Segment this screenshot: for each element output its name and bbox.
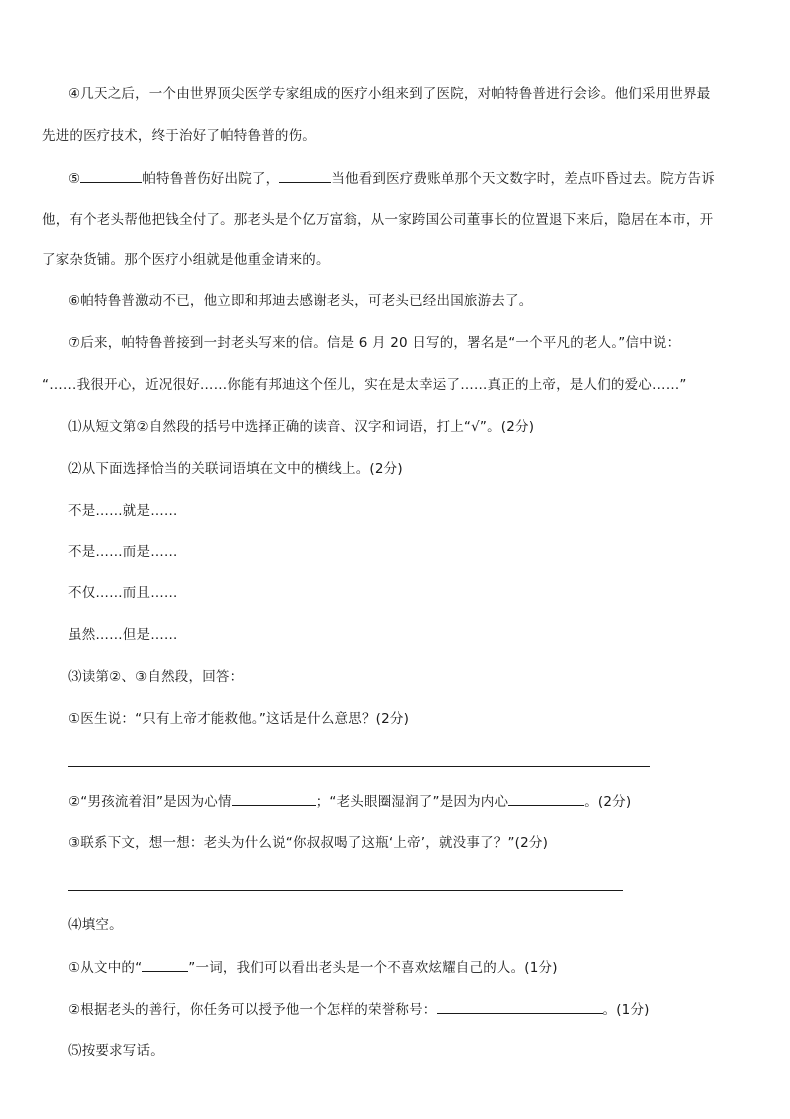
answer-blank-word[interactable]	[142, 957, 188, 972]
paragraph-5-number: ⑤	[68, 171, 81, 187]
question-2-prompt: ⑵从下面选择恰当的关联词语填在文中的横线上。(2分)	[68, 461, 403, 477]
question-4-sub-1-text-1: ①从文中的“	[68, 960, 143, 976]
paragraph-6: ⑥帕特鲁普激动不已，他立即和邦迪去感谢老头，可老头已经出国旅游去了。	[68, 293, 533, 309]
paragraph-4-line-2: 先进的医疗技术，终于治好了帕特鲁普的伤。	[42, 128, 316, 144]
conjunction-option-1: 不是……就是……	[68, 503, 178, 519]
question-4-prompt: ⑷填空。	[68, 917, 123, 933]
answer-line-3-1[interactable]	[68, 766, 650, 767]
question-3-sub-1: ①医生说：“只有上帝才能救他。”这话是什么意思？(2分)	[68, 711, 410, 727]
question-4-sub-1-text-2: ”一词，我们可以看出老头是一个不喜欢炫耀自己的人。(1分)	[188, 960, 558, 976]
question-3-sub-2-text-3: 。(2分)	[584, 794, 632, 810]
conjunction-option-3: 不仅……而且……	[68, 585, 178, 601]
answer-blank-mood[interactable]	[232, 791, 316, 806]
question-3-sub-3: ③联系下文，想一想：老头为什么说“你叔叔喝了这瓶‘上帝’，就没事了？”(2分)	[68, 835, 549, 851]
conjunction-option-2: 不是……而是……	[68, 544, 178, 560]
paragraph-7-line-2: “……我很开心，近况很好……你能有邦迪这个侄儿，实在是太幸运了……真正的上帝，是人们的爱心……”	[42, 377, 687, 393]
paragraph-5-line-1	[68, 168, 715, 189]
paragraph-4-line-1: ④几天之后，一个由世界顶尖医学专家组成的医疗小组来到了医院，对帕特鲁普进行会诊。他们采用世界最	[68, 86, 711, 102]
answer-blank-honor-title[interactable]	[437, 999, 603, 1014]
question-3-prompt: ⑶读第②、③自然段，回答：	[68, 669, 244, 685]
paragraph-5-text-2: 当他看到医疗费账单那个天文数字时，差点吓昏过去。院方告诉	[331, 171, 715, 187]
paragraph-5-blank-2[interactable]	[279, 168, 331, 183]
paragraph-5-blank-1[interactable]	[80, 168, 142, 183]
paragraph-5-text-1: 帕特鲁普伤好出院了，	[142, 171, 280, 187]
question-3-sub-2-text-2: ；“老头眼圈湿润了”是因为内心	[315, 794, 509, 810]
question-4-sub-2-text-2: 。(1分)	[602, 1002, 650, 1018]
paragraph-5-line-3: 了家杂货铺。那个医疗小组就是他重金请来的。	[42, 252, 330, 268]
conjunction-option-4: 虽然……但是……	[68, 627, 178, 643]
paragraph-7-line-1: ⑦后来，帕特鲁普接到一封老头写来的信。信是 6 月 20 日写的，署名是“一个平凡的老人。”信中说：	[68, 335, 681, 351]
answer-line-3-3[interactable]	[68, 890, 623, 891]
answer-blank-heart[interactable]	[508, 791, 584, 806]
question-4-sub-1	[68, 957, 558, 978]
paragraph-5-line-2: 他，有个老头帮他把钱全付了。那老头是个亿万富翁，从一家跨国公司董事长的位置退下来后，隐居在本市，开	[42, 212, 714, 228]
question-1: ⑴从短文第②自然段的括号中选择正确的读音、汉字和词语，打上“√”。(2分)	[68, 419, 535, 435]
question-3-sub-2-text-1: ②“男孩流着泪”是因为心情	[68, 794, 232, 810]
question-3-sub-2	[68, 791, 631, 812]
question-4-sub-2	[68, 999, 650, 1020]
question-4-sub-2-text-1: ②根据老头的善行，你任务可以授予他一个怎样的荣誉称号：	[68, 1002, 437, 1018]
question-5-prompt: ⑸按要求写话。	[68, 1043, 164, 1059]
